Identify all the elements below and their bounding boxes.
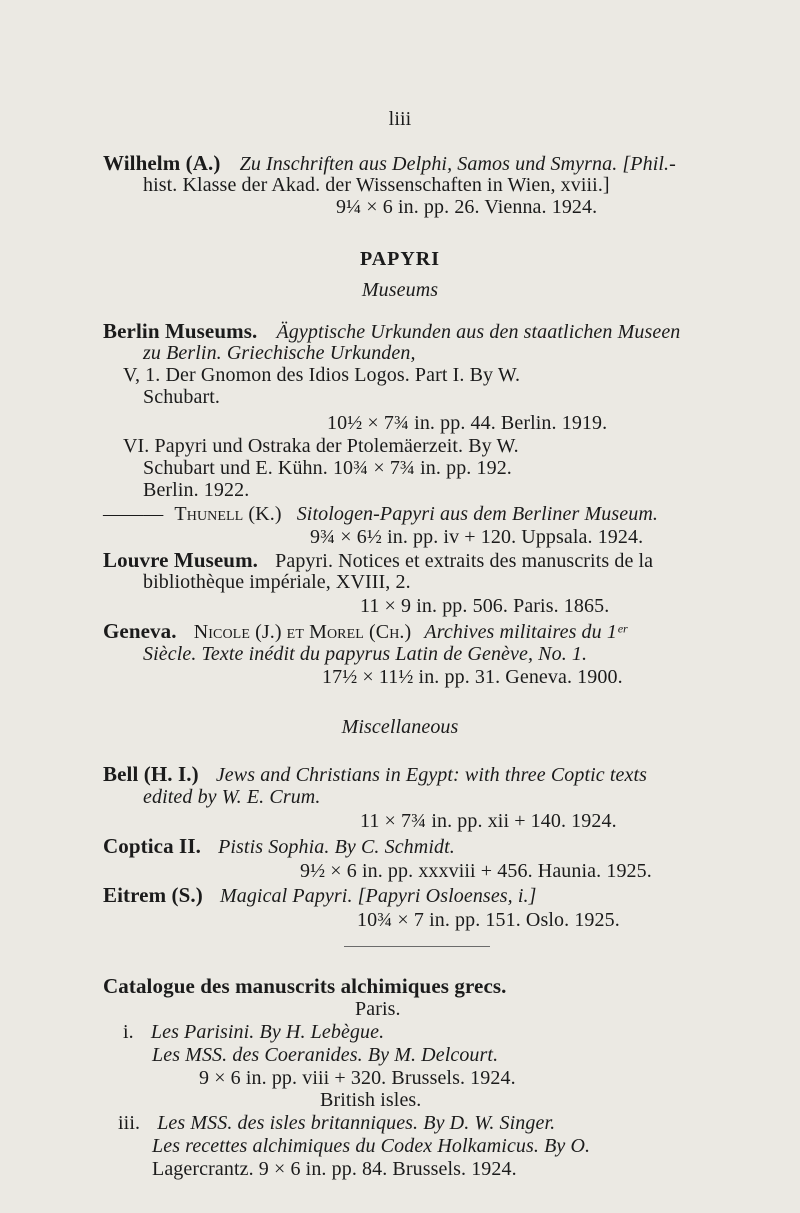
entry-berlin-line1 (103, 320, 680, 343)
entry-geneva-line3: 17½ × 11½ in. pp. 31. Geneva. 1900. (322, 666, 623, 688)
entry-berlin-line5: 10½ × 7¾ in. pp. 44. Berlin. 1919. (327, 412, 608, 434)
entry-berlin-line8: Berlin. 1922. (143, 479, 250, 501)
entry-author: Thunell (K.) (174, 503, 282, 525)
ditto-dash: ——— (103, 503, 164, 525)
entry-berlin-line4: Schubart. (143, 386, 220, 408)
catalogue-vol-i-line3: 9 × 6 in. pp. viii + 320. Brussels. 1924. (199, 1067, 516, 1089)
entry-wilhelm-line2: hist. Klasse der Akad. der Wissenschaften in Wien, xviii.] (143, 174, 610, 196)
entry-louvre-line1 (103, 549, 653, 572)
volume-number: iii. (118, 1112, 141, 1134)
entry-author: Nicole (J.) et Morel (Ch.) (193, 621, 412, 643)
entry-bell-line2: edited by W. E. Crum. (143, 786, 321, 808)
entry-title: Zu Inschriften aus Delphi, Samos und Smyrna. [Phil.- (239, 153, 676, 175)
subsection-heading-miscellaneous: Miscellaneous (341, 716, 459, 738)
entry-coptica-line2: 9½ × 6 in. pp. xxxviii + 456. Haunia. 1925. (300, 860, 652, 882)
entry-title: Sitologen-Papyri aus dem Berliner Museum. (296, 503, 658, 525)
entry-heading: Coptica II. (103, 834, 201, 858)
entry-berlin-line6: VI. Papyri und Ostraka der Ptolemäerzeit. By W. (123, 435, 519, 457)
volume-number: i. (123, 1021, 134, 1043)
entry-bell-line1 (103, 763, 647, 786)
catalogue-british-label: British isles. (320, 1089, 422, 1111)
entry-wilhelm-line3: 9¼ × 6 in. pp. 26. Vienna. 1924. (336, 196, 598, 218)
entry-heading: Louvre Museum. (103, 548, 259, 572)
catalogue-vol-i-line1 (123, 1021, 384, 1043)
entry-berlin-line3: V, 1. Der Gnomon des Idios Logos. Part I. By W. (123, 364, 521, 386)
section-divider (344, 946, 490, 947)
volume-title: Les MSS. des isles britanniques. By D. W. Singer. (157, 1112, 556, 1134)
entry-louvre-line3: 11 × 9 in. pp. 506. Paris. 1865. (360, 595, 610, 617)
entry-catalogue-heading: Catalogue des manuscrits alchimiques grecs. (103, 974, 507, 998)
entry-author: Wilhelm (A.) (103, 151, 221, 175)
catalogue-vol-iii-line1 (118, 1112, 555, 1134)
catalogue-paris-label: Paris. (355, 998, 401, 1020)
entry-geneva-line1 (103, 620, 627, 643)
catalogue-vol-iii-line2: Les recettes alchimiques du Codex Holkamicus. By O. (152, 1135, 591, 1157)
entry-coptica-line1 (103, 835, 455, 858)
entry-title: Ägyptische Urkunden aus den staatlichen Museen (276, 321, 681, 343)
entry-heading: Berlin Museums. (103, 319, 258, 343)
entry-thunell-line2: 9¾ × 6½ in. pp. iv + 120. Uppsala. 1924. (310, 526, 644, 548)
entry-bell-line3: 11 × 7¾ in. pp. xii + 140. 1924. (360, 810, 617, 832)
entry-berlin-line7: Schubart und E. Kühn. 10¾ × 7¾ in. pp. 192. (143, 457, 512, 479)
entry-author: Bell (H. I.) (103, 762, 199, 786)
section-heading-papyri: PAPYRI (359, 248, 441, 270)
catalogue-vol-i-line2: Les MSS. des Coeranides. By M. Delcourt. (152, 1044, 499, 1066)
entry-louvre-line2: bibliothèque impériale, XVIII, 2. (143, 571, 411, 593)
entry-heading: Geneva. (103, 619, 177, 643)
page-number: liii (388, 108, 412, 130)
volume-title: Les Parisini. By H. Lebègue. (150, 1021, 385, 1043)
entry-title: Jews and Christians in Egypt: with three Coptic texts (215, 764, 648, 786)
entry-title: Archives militaires du 1ᵉʳ (424, 621, 627, 643)
entry-thunell-line1 (103, 503, 658, 525)
entry-eitrem-line2: 10¾ × 7 in. pp. 151. Oslo. 1925. (357, 909, 620, 931)
entry-berlin-line2: zu Berlin. Griechische Urkunden, (143, 342, 416, 364)
entry-title: Pistis Sophia. By C. Schmidt. (218, 836, 455, 858)
entry-geneva-line2: Siècle. Texte inédit du papyrus Latin de Genève, No. 1. (143, 643, 588, 665)
entry-eitrem-line1 (103, 884, 537, 907)
catalogue-vol-iii-line3: Lagercrantz. 9 × 6 in. pp. 84. Brussels. 1924. (152, 1158, 517, 1180)
subsection-heading-museums: Museums (361, 279, 439, 301)
entry-author: Eitrem (S.) (103, 883, 203, 907)
entry-title: Papyri. Notices et extraits des manuscrits de la (275, 550, 654, 572)
entry-wilhelm-line1 (103, 152, 676, 175)
entry-title: Magical Papyri. [Papyri Osloenses, i.] (219, 885, 537, 907)
